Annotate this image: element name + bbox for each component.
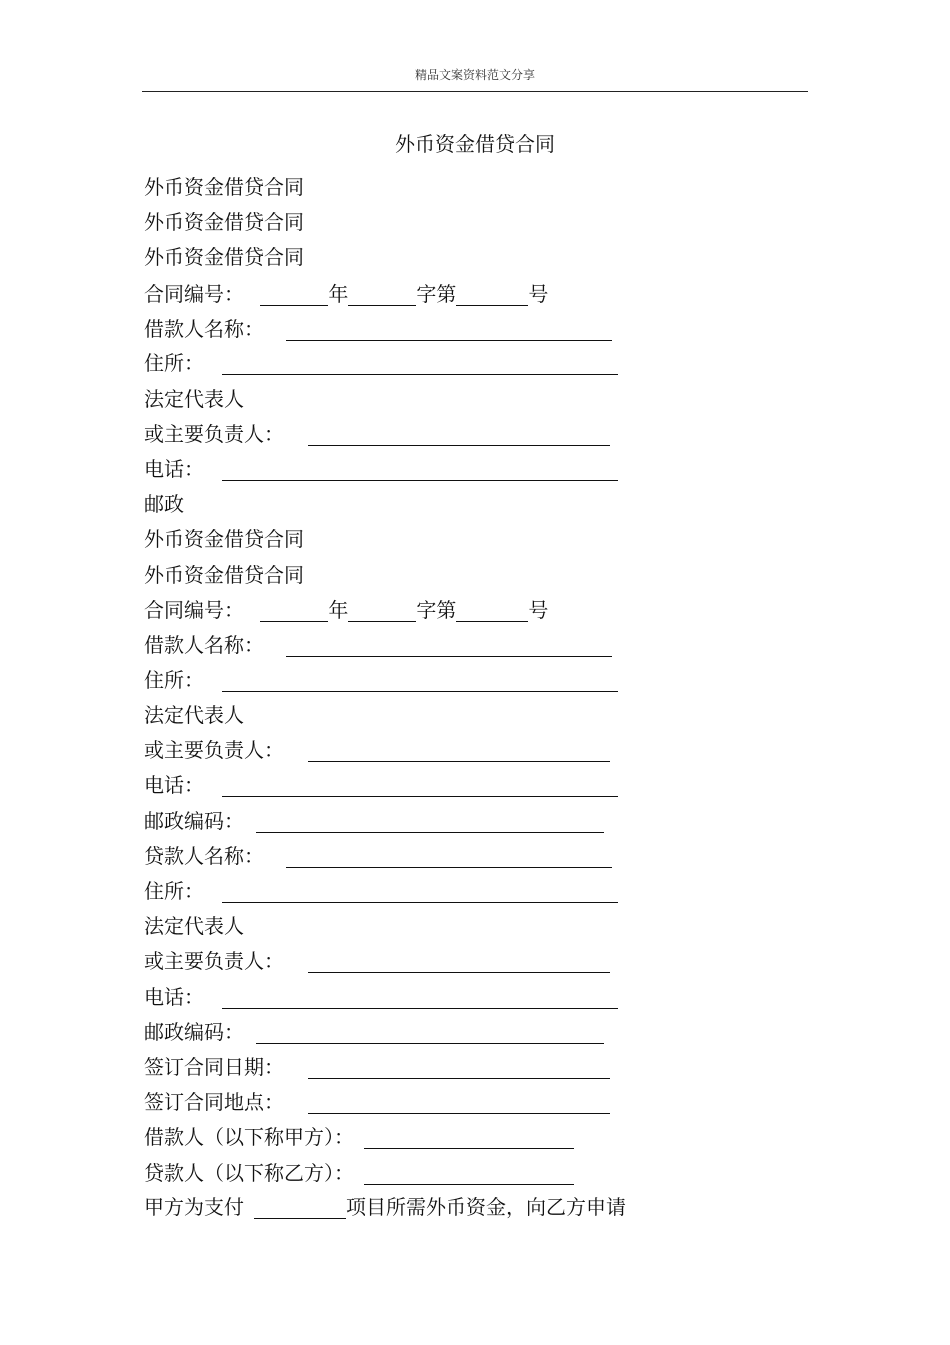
year-blank[interactable] [260,599,328,622]
lender-name-line [144,841,612,871]
lender-name-blank[interactable] [286,845,612,868]
document-title: 外币资金借贷合同 [395,132,555,156]
header-divider [142,91,808,92]
party-b-blank[interactable] [364,1162,574,1185]
field-label: 借款人（以下称甲方）： [144,1125,354,1149]
signing-place-blank[interactable] [308,1091,610,1114]
hao-blank[interactable] [456,283,528,306]
address-blank[interactable] [222,352,618,375]
postcode-blank[interactable] [256,1021,604,1044]
signing-date-line [144,1052,610,1082]
body-line: 外币资金借贷合同 [144,210,304,234]
field-label: 或主要负责人： [144,949,284,973]
body-line: 外币资金借贷合同 [144,527,304,551]
party-b-line [144,1158,574,1188]
year-label: 年 [328,282,349,306]
responsible-person-line [144,419,610,449]
purpose-suffix: 项目所需外币资金，向乙方申请 [346,1195,626,1219]
field-label: 邮政编码： [144,1020,244,1044]
field-label: 签订合同地点： [144,1090,284,1114]
zi-blank[interactable] [348,599,416,622]
project-blank[interactable] [254,1196,346,1219]
address-blank[interactable] [222,669,618,692]
year-label: 年 [328,598,349,622]
body-line: 法定代表人 [144,387,244,411]
phone-line [144,454,618,484]
purpose-prefix: 甲方为支付 [144,1195,244,1219]
field-label: 邮政编码： [144,809,244,833]
field-label: 借款人名称： [144,317,264,341]
body-line: 邮政 [144,492,184,516]
body-line: 外币资金借贷合同 [144,563,304,587]
field-label: 或主要负责人： [144,738,284,762]
contract-number-line [144,279,548,309]
responsible-person-line [144,946,610,976]
borrower-name-blank[interactable] [286,634,612,657]
body-line: 法定代表人 [144,914,244,938]
field-label: 电话： [144,457,204,481]
zi-label: 字第 [416,282,457,306]
hao-label: 号 [528,598,549,622]
borrower-name-blank[interactable] [286,318,612,341]
postcode-blank[interactable] [256,810,604,833]
hao-label: 号 [528,282,549,306]
address-blank[interactable] [222,880,618,903]
postcode-line [144,806,604,836]
field-label: 借款人名称： [144,633,264,657]
field-label: 电话： [144,773,204,797]
phone-blank[interactable] [222,458,618,481]
address-line [144,348,618,378]
responsible-person-blank[interactable] [308,950,610,973]
party-a-line [144,1122,574,1152]
purpose-line [144,1192,626,1222]
postcode-line [144,1017,604,1047]
field-label: 住所： [144,351,204,375]
field-label: 签订合同日期： [144,1055,284,1079]
phone-line [144,982,618,1012]
body-line: 法定代表人 [144,703,244,727]
phone-blank[interactable] [222,774,618,797]
year-blank[interactable] [260,283,328,306]
responsible-person-blank[interactable] [308,423,610,446]
field-label: 住所： [144,668,204,692]
body-line: 外币资金借贷合同 [144,175,304,199]
contract-number-label: 合同编号： [144,282,244,306]
responsible-person-blank[interactable] [308,739,610,762]
body-line: 外币资金借贷合同 [144,245,304,269]
zi-blank[interactable] [348,283,416,306]
phone-line [144,770,618,800]
contract-number-line [144,595,548,625]
phone-blank[interactable] [222,986,618,1009]
field-label: 贷款人（以下称乙方）： [144,1161,354,1185]
field-label: 住所： [144,879,204,903]
field-label: 或主要负责人： [144,422,284,446]
page-header: 精品文案资料范文分享 [414,68,535,82]
borrower-name-line [144,630,612,660]
address-line [144,876,618,906]
responsible-person-line [144,735,610,765]
contract-number-label: 合同编号： [144,598,244,622]
address-line [144,665,618,695]
field-label: 电话： [144,985,204,1009]
zi-label: 字第 [416,598,457,622]
signing-place-line [144,1087,610,1117]
hao-blank[interactable] [456,599,528,622]
party-a-blank[interactable] [364,1126,574,1149]
borrower-name-line [144,314,612,344]
signing-date-blank[interactable] [308,1056,610,1079]
field-label: 贷款人名称： [144,844,264,868]
